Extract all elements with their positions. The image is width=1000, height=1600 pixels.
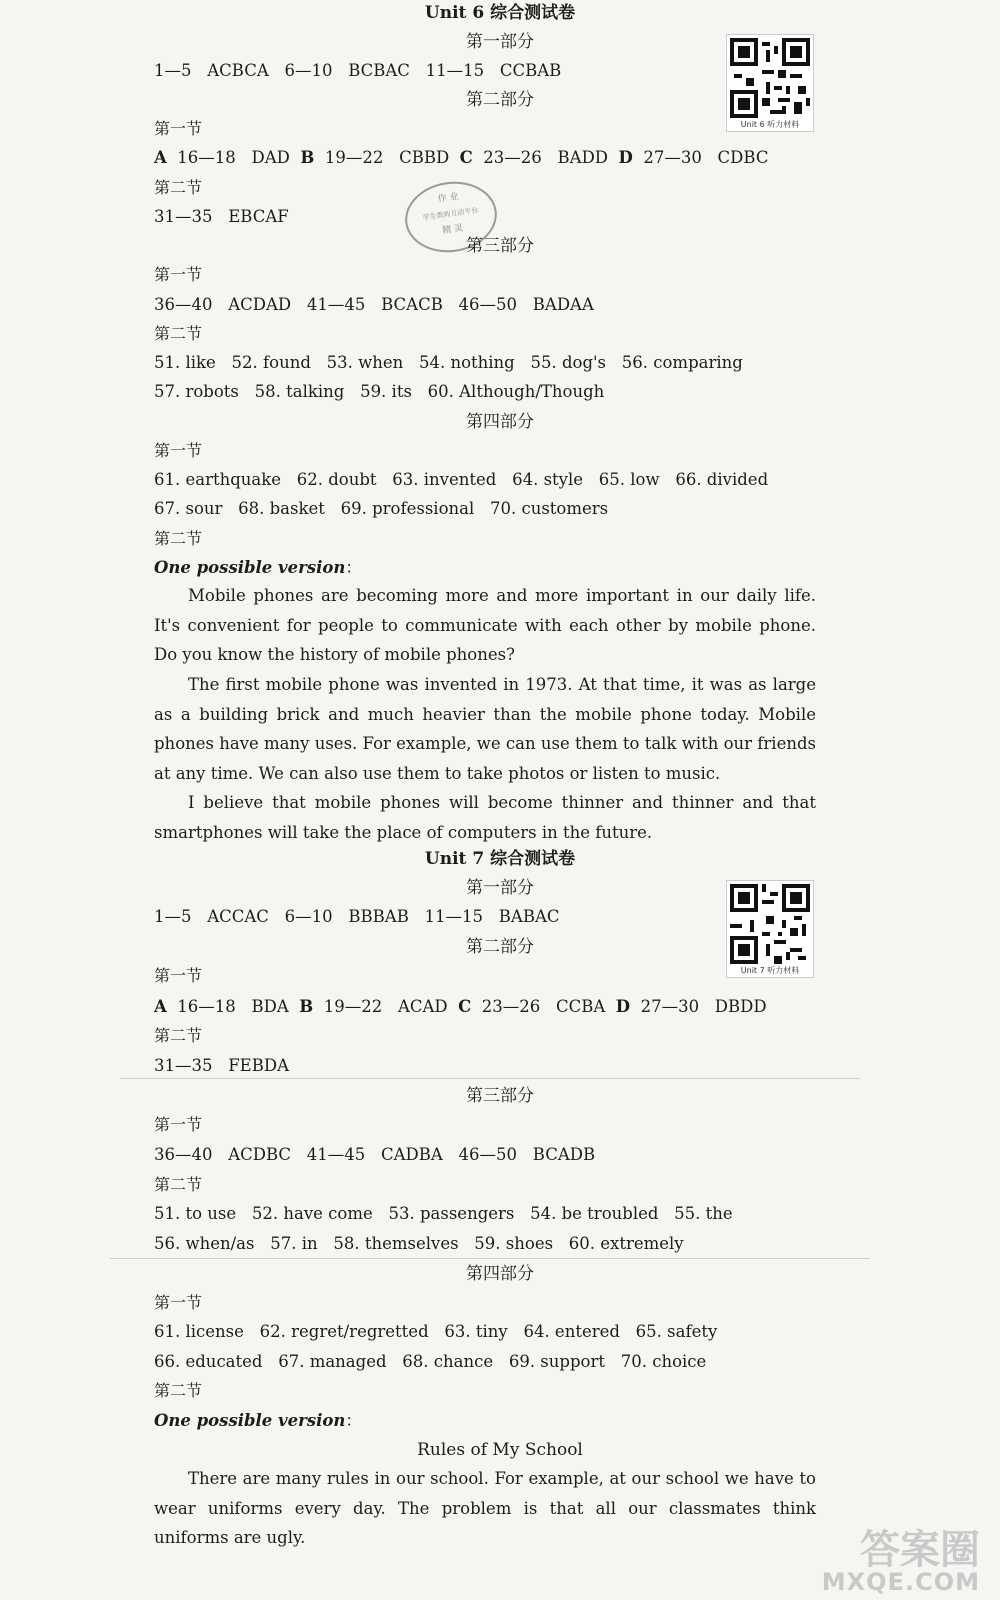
unit6-part2-sec2-answers: 31—35 EBCAF <box>154 207 289 226</box>
group-d-answers: 27—30 CDBC <box>632 148 769 167</box>
unit7-part3-sec2-line1: 51. to use 52. have come 53. passengers 54. be troubled 55. the <box>154 1204 733 1223</box>
unit7-part2-sec2-answers: 31—35 FEBDA <box>154 1056 289 1075</box>
unit6-part1-title: 第一部分 <box>466 32 534 52</box>
group-a-answers: 16—18 BDA <box>166 997 300 1016</box>
divider <box>110 1258 870 1259</box>
group-a-label: A <box>154 997 167 1016</box>
unit7-title: Unit 7 综合测试卷 <box>424 849 576 869</box>
unit6-part1-answers: 1—5 ACBCA 6—10 BCBAC 11—15 CCBAB <box>154 61 562 80</box>
unit6-essay-paragraph-2: The first mobile phone was invented in 1973. At that time, it was as large as a building brick and much heavier than the mobile phone today. Mobile phones have many uses. For example, we can use them to talk with our friends at any time. We can also use them to take photos or listen to music. <box>154 675 816 783</box>
unit6-part4-sec1-line2: 67. sour 68. basket 69. professional 70. customers <box>154 499 609 518</box>
unit6-part3-sec2-line1: 51. like 52. found 53. when 54. nothing 55. dog's 56. comparing <box>154 353 743 372</box>
unit6-part4-sec1-line1: 61. earthquake 62. doubt 63. invented 64. style 65. low 66. divided <box>154 470 769 489</box>
unit6-part3-sec1-label: 第一节 <box>154 265 203 284</box>
group-c-label: C <box>459 148 473 167</box>
unit6-part4-sec1-label: 第一节 <box>154 441 203 460</box>
unit6-part2-sec1-label: 第一节 <box>154 119 203 138</box>
unit7-part3-sec2-label: 第二节 <box>154 1175 203 1194</box>
unit7-essay-title: Rules of My School <box>417 1440 583 1460</box>
unit7-part3-sec2-line2: 56. when/as 57. in 58. themselves 59. shoes 60. extremely <box>154 1234 684 1253</box>
unit7-part2-sec2-label: 第二节 <box>154 1026 203 1045</box>
unit7-part2-sec1-label: 第一节 <box>154 966 203 985</box>
group-d-answers: 27—30 DBDD <box>630 997 767 1016</box>
qr-caption: Unit 6 听力材料 <box>740 120 800 129</box>
group-b-label: B <box>299 997 314 1016</box>
group-b-answers: 19—22 CBBD <box>314 148 460 167</box>
unit7-part2-title: 第二部分 <box>466 937 534 957</box>
unit6-part3-sec2-label: 第二节 <box>154 324 203 343</box>
qr-caption: Unit 7 听力材料 <box>740 966 800 975</box>
group-b-answers: 19—22 ACAD <box>313 997 459 1016</box>
group-d-label: D <box>618 148 633 167</box>
unit7-part1-answers: 1—5 ACCAC 6—10 BBBAB 11—15 BABAC <box>154 907 560 926</box>
unit7-part2-sec1-answers <box>154 996 767 1018</box>
unit6-title: Unit 6 综合测试卷 <box>424 3 576 23</box>
qr-pattern <box>730 38 810 118</box>
unit7-version-label: One possible version： <box>154 1411 362 1430</box>
group-b-label: B <box>300 148 315 167</box>
unit6-part2-sec1-answers <box>154 147 768 169</box>
unit6-part4-title: 第四部分 <box>466 412 534 432</box>
group-a-answers: 16—18 DAD <box>166 148 301 167</box>
unit7-part3-title: 第三部分 <box>466 1086 534 1106</box>
unit7-part3-sec1-label: 第一节 <box>154 1115 203 1134</box>
unit7-part4-sec1-line1: 61. license 62. regret/regretted 63. tiny 64. entered 65. safety <box>154 1322 718 1341</box>
unit6-essay-paragraph-1: Mobile phones are becoming more and more important in our daily life. It's convenient for people to communicate with each other by mobile phone. Do you know the history of mobile phones? <box>154 586 816 664</box>
qr-code-icon[interactable] <box>726 34 814 132</box>
group-c-label: C <box>458 997 472 1016</box>
group-c-answers: 23—26 BADD <box>472 148 619 167</box>
unit6-version-label: One possible version： <box>154 558 362 577</box>
watermark-logo: 答案圈 MXQE.COM <box>821 1527 980 1596</box>
group-a-label: A <box>154 148 167 167</box>
unit6-part2-title: 第二部分 <box>466 90 534 110</box>
qr-pattern <box>730 884 810 964</box>
unit6-essay-paragraph-3: I believe that mobile phones will become thinner and thinner and that smartphones will take the place of computers in the future. <box>154 793 816 842</box>
unit6-part3-sec2-line2: 57. robots 58. talking 59. its 60. Although/Though <box>154 382 605 401</box>
unit6-part3-title: 第三部分 <box>466 236 534 256</box>
group-c-answers: 23—26 CCBA <box>471 997 616 1016</box>
unit7-part4-sec1-label: 第一节 <box>154 1293 203 1312</box>
group-d-label: D <box>615 997 631 1016</box>
unit7-part3-sec1-answers: 36—40 ACDBC 41—45 CADBA 46—50 BCADB <box>154 1145 596 1164</box>
unit7-part4-title: 第四部分 <box>466 1264 534 1284</box>
divider <box>120 1078 860 1079</box>
qr-code-icon[interactable] <box>726 880 814 978</box>
stamp-seal-icon: 作 业 学生教师互动平台 精 灵 <box>401 176 502 258</box>
unit7-part4-sec1-line2: 66. educated 67. managed 68. chance 69. support 70. choice <box>154 1352 707 1371</box>
unit6-part3-sec1-answers: 36—40 ACDAD 41—45 BCACB 46—50 BADAA <box>154 295 594 314</box>
unit7-essay-paragraph-1: There are many rules in our school. For example, at our school we have to wear uniforms every day. The problem is that all our classmates think uniforms are ugly. <box>154 1469 816 1547</box>
unit7-part4-sec2-label: 第二节 <box>154 1381 203 1400</box>
unit6-part4-sec2-label: 第二节 <box>154 529 203 548</box>
unit6-part2-sec2-label: 第二节 <box>154 178 203 197</box>
unit7-part1-title: 第一部分 <box>466 878 534 898</box>
